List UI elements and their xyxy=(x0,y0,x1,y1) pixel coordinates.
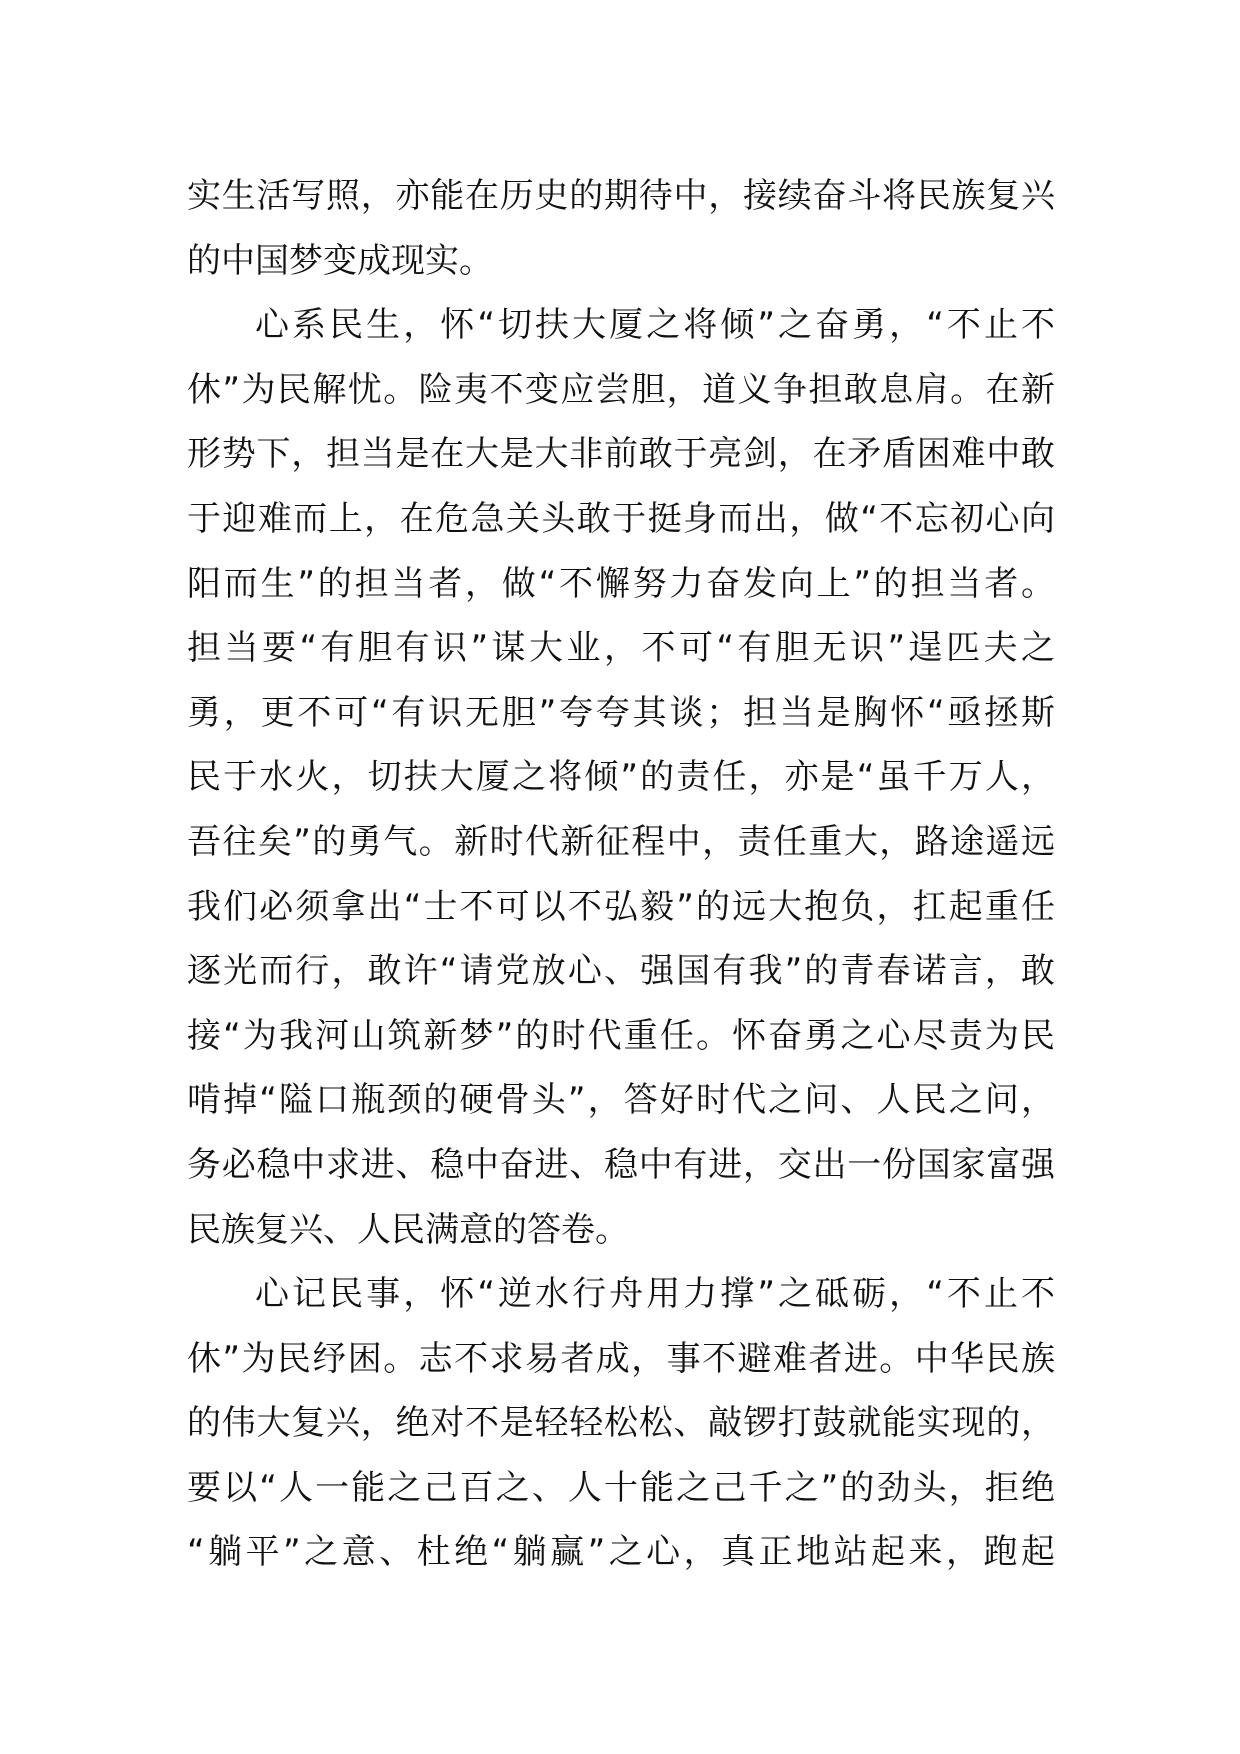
text-line: 的中国梦变成现实。 xyxy=(187,240,493,281)
paragraph-first-line: 心记民事，怀“逆水行舟用力撑”之砥砺，“不止不 xyxy=(255,1274,1055,1315)
text-line: 啃掉“隘口瓶颈的硬骨头”，答好时代之问、人民之问， xyxy=(187,1080,1055,1121)
text-line: 民于水火，切扶大厦之将倾”的责任，亦是“虽千万人， xyxy=(187,757,1055,798)
text-line: 于迎难而上，在危急关头敢于挺身而出，做“不忘初心向 xyxy=(187,498,1055,539)
text-line: 勇，更不可“有识无胆”夸夸其谈；担当是胸怀“亟拯斯 xyxy=(187,692,1055,733)
text-line: 形势下，担当是在大是大非前敢于亮剑，在矛盾困难中敢 xyxy=(187,434,1055,475)
text-line: 务必稳中求进、稳中奋进、稳中有进，交出一份国家富强 xyxy=(187,1144,1055,1185)
body-text xyxy=(187,164,1055,1585)
text-line: 接“为我河山筑新梦”的时代重任。怀奋勇之心尽责为民 xyxy=(187,1015,1055,1056)
text-line: 休”为民解忧。险夷不变应尝胆，道义争担敢息肩。在新 xyxy=(187,369,1055,410)
text-line: 民族复兴、人民满意的答卷。 xyxy=(187,1209,629,1250)
text-line: 逐光而行，敢许“请党放心、强国有我”的青春诺言，敢 xyxy=(187,951,1055,992)
text-line: 吾往矣”的勇气。新时代新征程中，责任重大，路途遥远 xyxy=(187,821,1055,862)
text-line: 我们必须拿出“士不可以不弘毅”的远大抱负，扛起重任 xyxy=(187,886,1055,927)
paragraph-first-line: 心系民生，怀“切扶大厦之将倾”之奋勇，“不止不 xyxy=(255,305,1055,346)
text-line: 的伟大复兴，绝对不是轻轻松松、敲锣打鼓就能实现的， xyxy=(187,1403,1055,1444)
text-line: 实生活写照，亦能在历史的期待中，接续奋斗将民族复兴 xyxy=(187,176,1055,216)
text-line: 要以“人一能之己百之、人十能之己千之”的劲头，拒绝 xyxy=(187,1467,1055,1508)
text-line: 休”为民纾困。志不求易者成，事不避难者进。中华民族 xyxy=(187,1338,1055,1379)
text-line: “躺平”之意、杜绝“躺赢”之心，真正地站起来，跑起 xyxy=(187,1532,1055,1573)
text-line: 担当要“有胆有识”谋大业，不可“有胆无识”逞匹夫之 xyxy=(187,628,1055,669)
text-line: 阳而生”的担当者，做“不懈努力奋发向上”的担当者。 xyxy=(187,563,1055,604)
